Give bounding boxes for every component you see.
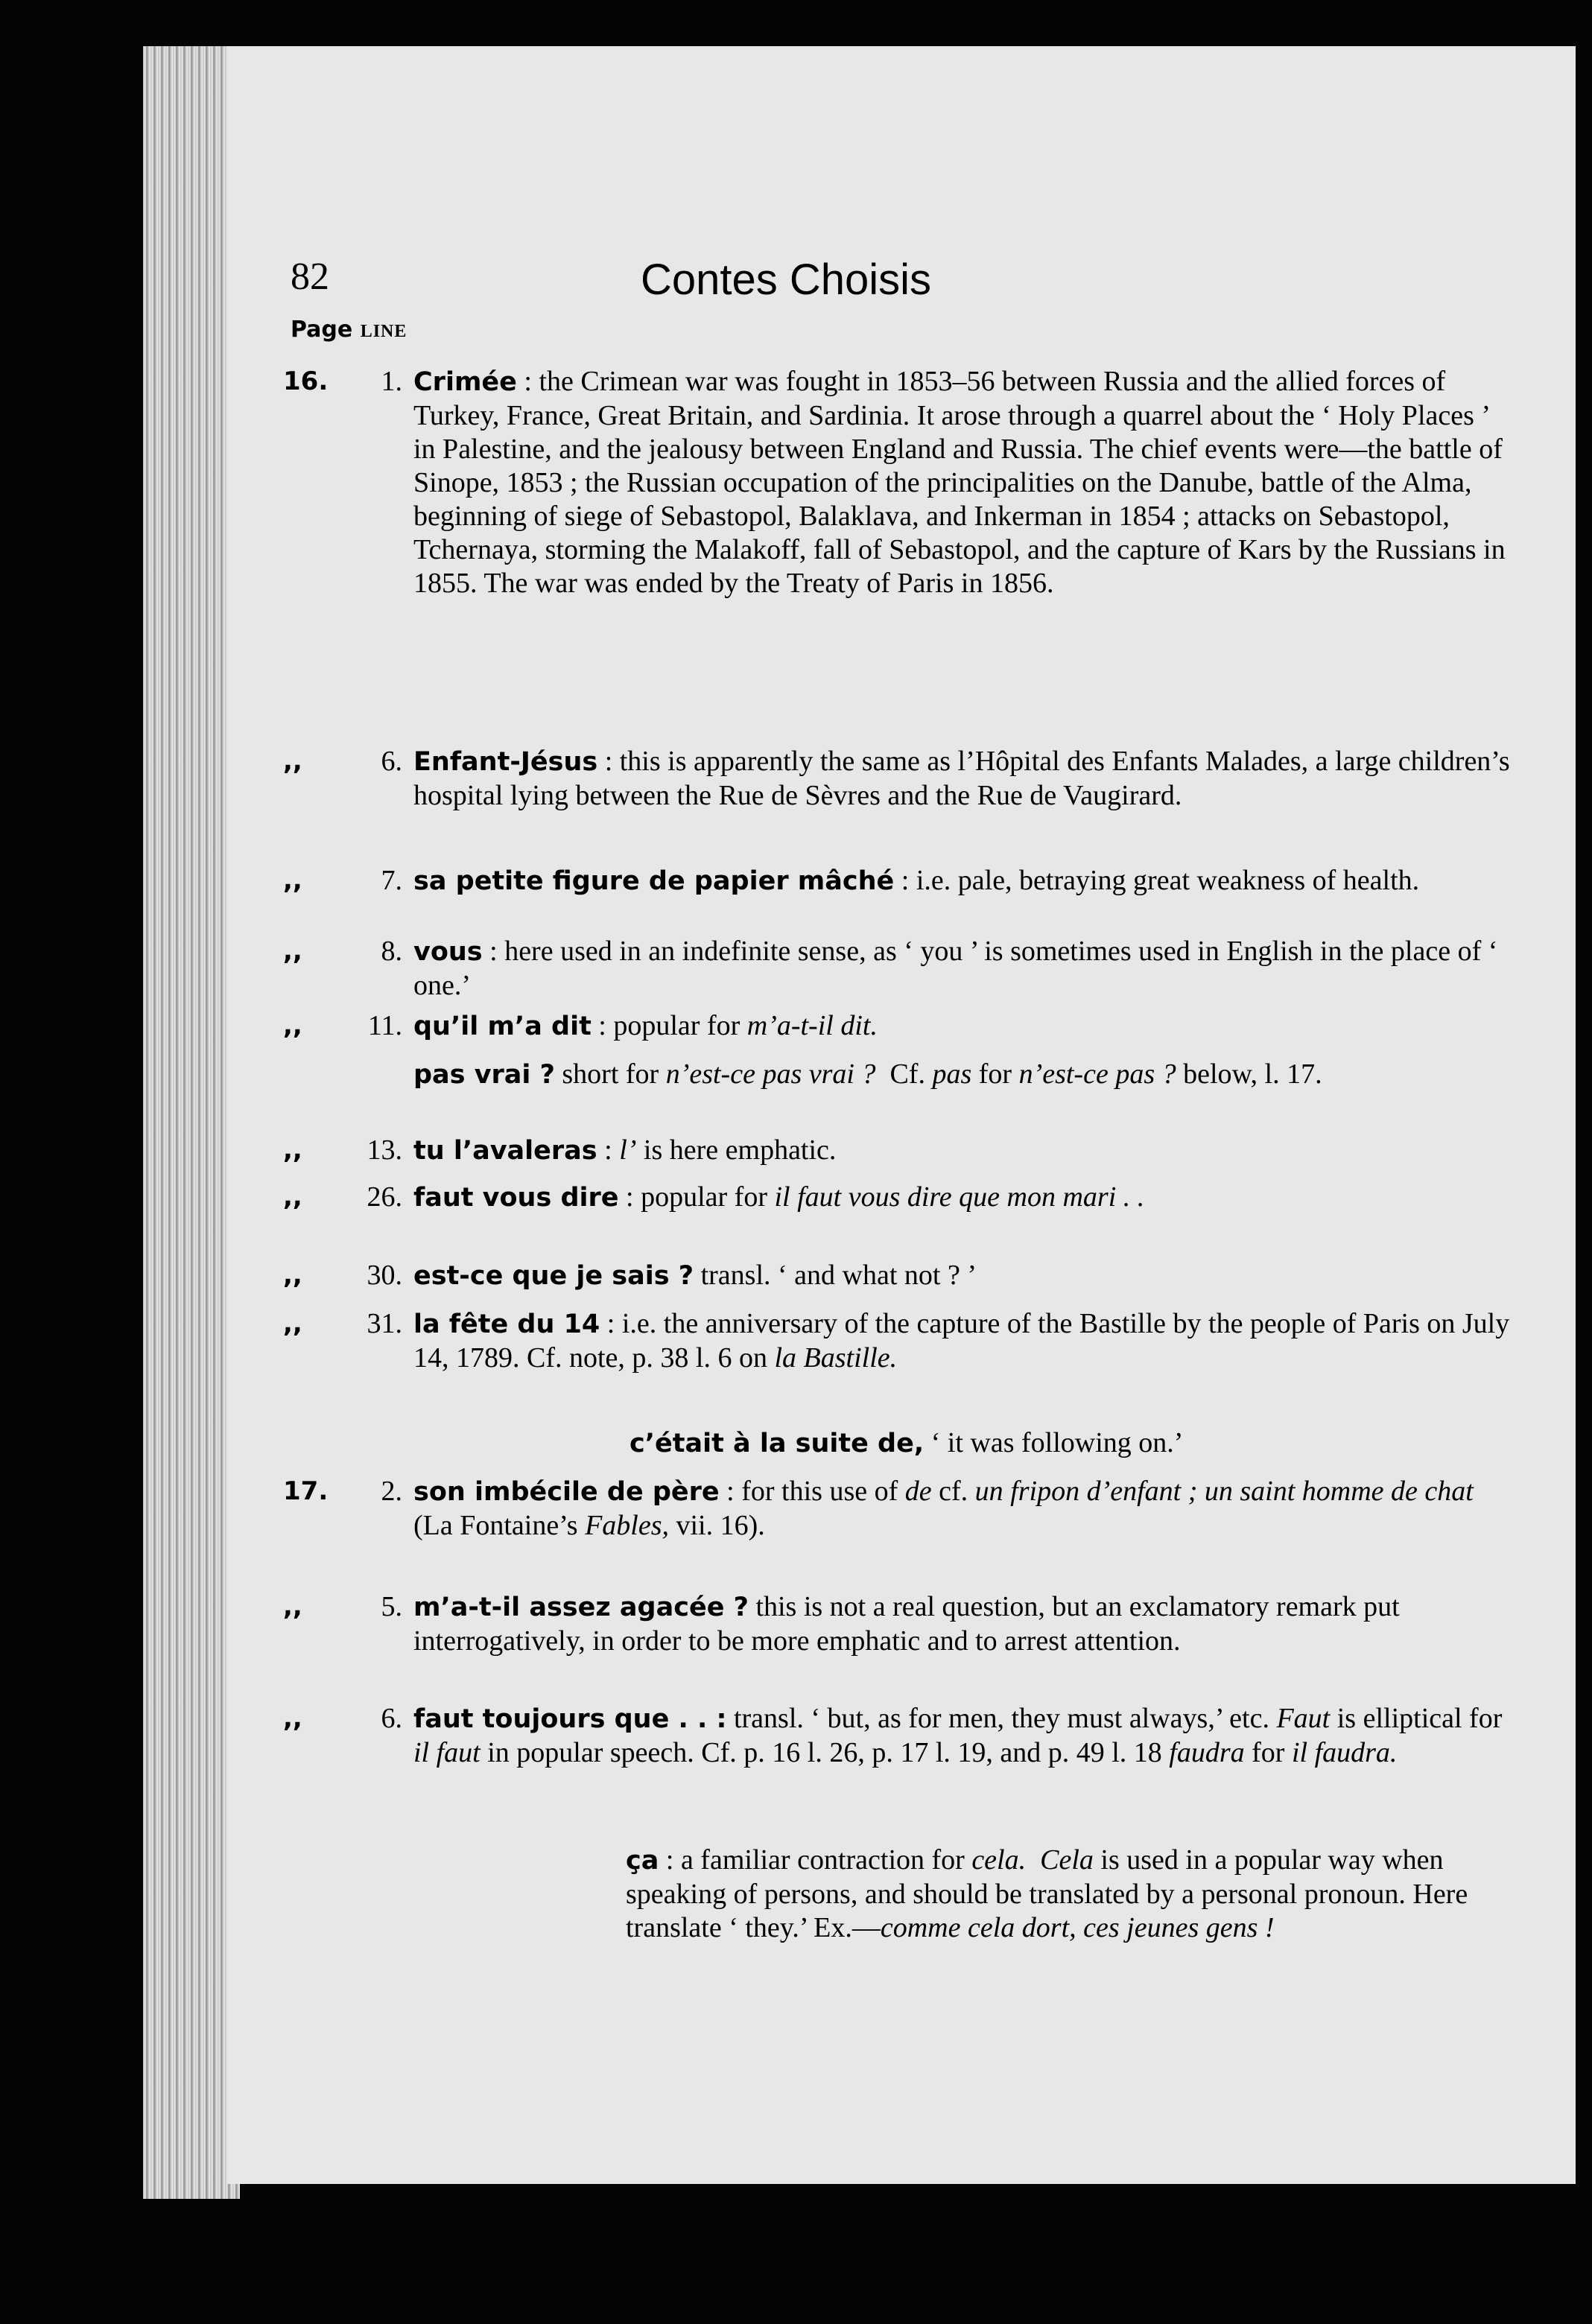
note-text: i.e. pale, betraying great weakness of health.	[916, 865, 1420, 896]
note-italic-text: n’est-ce pas vrai ?	[665, 1058, 876, 1090]
note-headword: tu l’avaleras	[413, 1136, 597, 1166]
note-line-ref: 31.	[367, 1308, 402, 1339]
note-italic-text: Faut	[1276, 1703, 1331, 1734]
note-text: is here emphatic.	[643, 1134, 837, 1166]
note-headword: est-ce que je sais ?	[413, 1261, 694, 1291]
note-body: Crimée : the Crimean war was fought in 1853–56 between Russia and the allied forces of Turkey, France, Great Britain, and Sardinia. It arose through a quarrel about the ‘ Holy Places ’ in Palestine, and the jealousy between England and Russia. The chief events were—the battle of Sinope, 1853 ; the Russian occupation of the principalities on the Danube, battle of the Alma, beginning of siege of Sebastopol, Balaklava, and Inkerman in 1854 ; attacks on Sebastopol, Tchernaya, storming the Malakoff, fall of Sebastopol, and the capture of Kars by the Russians in 1855. The war was ended by the Treaty of Paris in 1856.	[413, 366, 1506, 599]
note-text: Cf.	[889, 1058, 925, 1090]
note-headword: faut toujours que . . :	[413, 1704, 727, 1734]
note-body	[413, 1702, 1516, 1770]
column-heading-page: Page	[291, 317, 353, 343]
note-headword: son imbécile de père	[413, 1477, 720, 1507]
note-italic-text: cela.	[971, 1844, 1027, 1876]
note-line-ref: 30.	[367, 1260, 402, 1291]
note-italic-text: il faut vous dire que mon mari . .	[774, 1181, 1145, 1213]
note-body: Enfant-Jésus : this is apparently the same as l’Hôpital des Enfants Malades, a large children’s hospital lying between the Rue de Sèvres and the Rue de Vaugirard.	[413, 746, 1510, 811]
note-italic-text: un fripon d’enfant ; un saint homme de chat	[974, 1476, 1474, 1507]
note-headword: la fête du 14	[413, 1309, 600, 1339]
note-text: the Crimean war was fought in 1853–56 between Russia and the allied forces of Turkey, France, Great Britain, and Sardinia. It arose through a quarrel about the ‘ Holy Places ’ in Palestine, and the jealousy between England and Russia. The chief events were—the battle of Sinope, 1853 ; the Russian occupation of the principalities on the Danube, battle of the Alma, beginning of siege of Sebastopol, Balaklava, and Inkerman in 1854 ; attacks on Sebastopol, Tchernaya, storming the Malakoff, fall of Sebastopol, and the capture of Kars by the Russians in 1855. The war was ended by the Treaty of Paris in 1856.	[413, 366, 1506, 599]
note-body: son imbécile de père : for this use of de cf. un fripon d’enfant ; un saint homme de chat (La Fontaine’s Fables, vii. 16).	[413, 1476, 1474, 1541]
note-text: popular for	[641, 1181, 767, 1213]
note-text: short for	[562, 1058, 659, 1090]
note-text: this is not a real question, but an exclamatory remark put interrogatively, in order to be more emphatic and to arrest attention.	[413, 1591, 1400, 1657]
column-heading	[291, 317, 407, 343]
note-headword: qu’il m’a dit	[413, 1012, 592, 1041]
note-text: is used in a popular way when speaking of persons, and should be translated by a personal pronoun. Here translate ‘ they.’ Ex.—	[626, 1844, 1468, 1943]
note-headword: m’a-t-il assez agacée ?	[413, 1593, 749, 1622]
note-body	[629, 1426, 1592, 1461]
note-headword: pas vrai ?	[413, 1060, 555, 1090]
note-text: transl. ‘ and what not ? ’	[700, 1260, 977, 1291]
note-text: for	[978, 1058, 1012, 1090]
note-body: tu l’avaleras : l’ is here emphatic.	[413, 1134, 837, 1166]
note-line-ref: 2.	[381, 1476, 402, 1507]
note-body: ça : a familiar contraction for cela. Cela is used in a popular way when speaking of persons, and should be translated by a personal pronoun. Here translate ‘ they.’ Ex.—comme cela dort, ces jeunes gens !	[626, 1844, 1468, 1943]
note-line-ref: 26.	[367, 1181, 402, 1213]
note-text: i.e. the anniversary of the capture of the Bastille by the people of Paris on July 14, 1789. Cf. note, p. 38 l. 6 on	[413, 1308, 1510, 1374]
note-line-ref: 1.	[381, 366, 402, 397]
note-body: sa petite figure de papier mâché : i.e. pale, betraying great weakness of health.	[413, 865, 1420, 896]
note-body	[413, 1590, 1516, 1658]
note-italic-text: Fables,	[585, 1510, 669, 1541]
note-text: is elliptical for	[1336, 1703, 1503, 1734]
note-page-ref: ,,	[283, 1309, 302, 1339]
note-page-ref: ,,	[283, 1592, 302, 1622]
note-body: faut vous dire : popular for il faut vous dire que mon mari . .	[413, 1181, 1145, 1213]
note-line-ref: 8.	[381, 936, 402, 967]
note-body	[413, 1058, 1516, 1092]
note-text: for	[1252, 1737, 1285, 1768]
note-page-ref: 16.	[283, 366, 329, 396]
note-page-ref: ,,	[283, 936, 302, 966]
note-italic-text: il faut	[413, 1737, 481, 1768]
note-italic-text: Cela	[1040, 1844, 1094, 1876]
note-italic-text: faudra	[1169, 1737, 1245, 1768]
note-line-ref: 11.	[367, 1010, 402, 1041]
note-line-ref: 6.	[381, 1703, 402, 1734]
note-headword: vous	[413, 937, 483, 967]
note-page-ref: ,,	[283, 866, 302, 895]
note-text: below, l. 17.	[1183, 1058, 1322, 1090]
note-italic-text: il faudra.	[1291, 1737, 1398, 1768]
note-page-ref: ,,	[283, 1011, 302, 1041]
note-text: transl. ‘ but, as for men, they must always,’ etc.	[733, 1703, 1269, 1734]
note-italic-text: pas	[932, 1058, 972, 1090]
page-number: 82	[291, 255, 329, 298]
note-italic-text: comme cela dort, ces jeunes gens !	[880, 1912, 1275, 1943]
note-page-ref: ,,	[283, 1182, 302, 1212]
note-text: a familiar contraction for	[680, 1844, 965, 1876]
note-body: vous : here used in an indefinite sense, as ‘ you ’ is sometimes used in English in the place of ‘ one.’	[413, 936, 1498, 1001]
note-line-ref: 5.	[381, 1591, 402, 1622]
note-italic-text: la Bastille.	[774, 1342, 898, 1374]
note-italic-text: l’	[619, 1134, 637, 1166]
note-text: vii. 16).	[676, 1510, 765, 1541]
note-page-ref: ,,	[283, 1260, 302, 1290]
note-italic-text: m’a-t-il dit.	[746, 1010, 878, 1041]
note-page-ref: 17.	[283, 1476, 329, 1506]
note-line-ref: 6.	[381, 746, 402, 777]
note-body	[413, 1259, 1516, 1293]
note-headword: Crimée	[413, 367, 517, 397]
note-body: qu’il m’a dit : popular for m’a-t-il dit.	[413, 1010, 878, 1041]
note-italic-text: n’est-ce pas ?	[1018, 1058, 1176, 1090]
note-text: cf.	[939, 1476, 968, 1507]
note-body: la fête du 14 : i.e. the anniversary of the capture of the Bastille by the people of Paris on July 14, 1789. Cf. note, p. 38 l. 6 on la Bastille.	[413, 1308, 1510, 1374]
note-headword: ça	[626, 1846, 659, 1876]
note-headword: sa petite figure de papier mâché	[413, 866, 895, 896]
note-line-ref: 7.	[381, 865, 402, 896]
note-text: in popular speech. Cf. p. 16 l. 26, p. 17 l. 19, and p. 49 l. 18	[487, 1737, 1162, 1768]
note-text: ‘ it was following on.’	[930, 1427, 1184, 1458]
note-text: here used in an indefinite sense, as ‘ you ’ is sometimes used in English in the place of ‘ one.’	[413, 936, 1498, 1001]
note-headword: faut vous dire	[413, 1183, 619, 1213]
note-page-ref: ,,	[283, 746, 302, 776]
note-page-ref: ,,	[283, 1704, 302, 1733]
note-headword: c’était à la suite de,	[629, 1429, 925, 1458]
note-text: popular for	[613, 1010, 740, 1041]
page-edges	[143, 46, 240, 2199]
running-title: Contes Choisis	[641, 255, 932, 304]
note-headword: Enfant-Jésus	[413, 747, 598, 777]
note-text: this is apparently the same as l’Hôpital des Enfants Malades, a large children’s hospital lying between the Rue de Sèvres and the Rue de Vaugirard.	[413, 746, 1510, 811]
note-page-ref: ,,	[283, 1135, 302, 1165]
note-text: (La Fontaine’s	[413, 1510, 578, 1541]
note-italic-text: de	[904, 1476, 932, 1507]
column-heading-line: LINE	[360, 322, 407, 341]
page-header	[291, 210, 1222, 322]
note-line-ref: 13.	[367, 1134, 402, 1166]
note-text: for this use of	[741, 1476, 898, 1507]
